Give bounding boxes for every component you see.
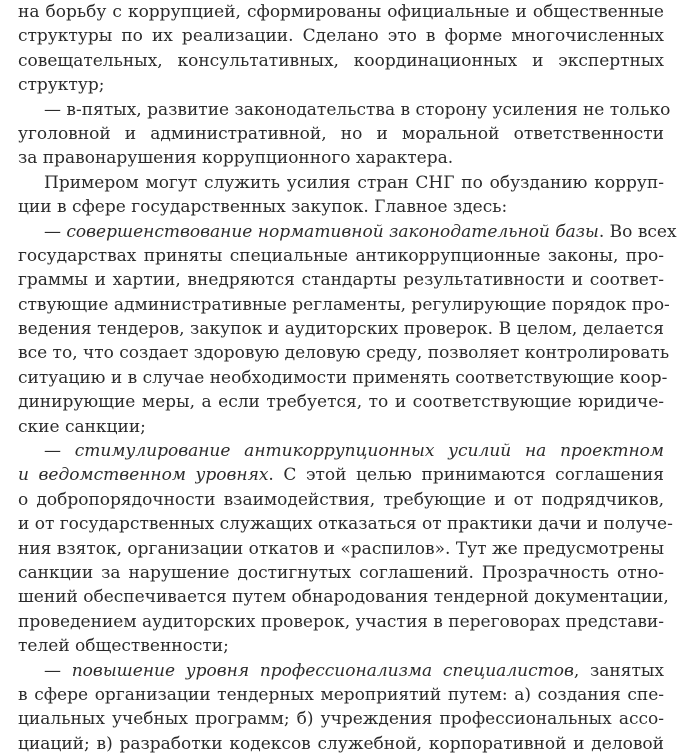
text-line: уголовной и административной, но и моральной ответственности: [18, 123, 664, 144]
text-line: граммы и хартии, внедряются стандарты результативности и соответ-: [18, 270, 664, 291]
text-run: , занятых: [573, 660, 665, 681]
text-line: шений обеспечивается путем обнародования тендерной документации,: [18, 587, 669, 608]
text-line: [18, 659, 664, 683]
text-line: ции в сфере государственных закупок. Главное здесь:: [18, 197, 508, 218]
text-line: ские санкции;: [18, 416, 146, 437]
text-line: в сфере организации тендерных мероприятий путем: а) создания спе-: [18, 684, 664, 705]
text-line: циальных учебных программ; б) учреждения профессиональных ассо-: [18, 709, 664, 730]
italic-phrase: — повышение уровня профессионализма специалистов: [44, 660, 574, 681]
text-line: — в-пятых, развитие законодательства в сторону усиления не только: [44, 99, 671, 120]
text-line: все то, что создает здоровую деловую среду, позволяет контролировать: [18, 343, 670, 364]
text-line: за правонарушения коррупционного характера.: [18, 148, 454, 169]
text-line: [18, 463, 664, 487]
text-line: ситуацию и в случае необходимости применять соответствующие коор-: [18, 367, 668, 388]
text-line: циаций; в) разработки кодексов служебной, корпоративной и деловой: [18, 733, 664, 754]
text-line: [18, 220, 677, 244]
document-page: [18, 0, 677, 756]
text-line: [18, 439, 664, 463]
text-line: телей общественности;: [18, 636, 229, 657]
italic-phrase: — совершенствование нормативной законодательной базы: [44, 221, 599, 242]
text-line: проведением аудиторских проверок, участия в переговорах представи-: [18, 611, 664, 632]
text-line: Примером могут служить усилия стран СНГ по обузданию корруп-: [44, 172, 664, 193]
text-line: государствах приняты специальные антикоррупционные законы, про-: [18, 245, 664, 266]
text-line: динирующие меры, а если требуется, то и соответствующие юридиче-: [18, 392, 664, 413]
text-line: санкции за нарушение достигнутых соглашений. Прозрачность отно-: [18, 562, 664, 583]
italic-phrase: и ведомственном уровнях: [18, 465, 269, 486]
text-line: и от государственных служащих отказаться от практики дачи и получе-: [18, 514, 673, 535]
text-line: ния взяток, организации откатов и «распилов». Тут же предусмотрены: [18, 538, 664, 559]
text-line: на борьбу с коррупцией, сформированы официальные и общественные: [18, 2, 664, 22]
text-run: . Во всех: [598, 221, 677, 242]
text-line: структуры по их реализации. Сделано это в форме многочисленных: [18, 26, 664, 47]
text-line: ведения тендеров, закупок и аудиторских проверок. В целом, делается: [18, 319, 664, 340]
text-line: структур;: [18, 75, 105, 96]
text-line: совещательных, консультативных, координационных и экспертных: [18, 50, 664, 71]
text-line: о добропорядочности взаимодействия, требующие и от подрядчиков,: [18, 489, 664, 510]
text-run: . С этой целью принимаются соглашения: [268, 465, 664, 486]
text-line: ствующие административные регламенты, регулирующие порядок про-: [18, 294, 670, 315]
italic-phrase: — стимулирование антикоррупционных усилий на проектном: [44, 441, 664, 462]
